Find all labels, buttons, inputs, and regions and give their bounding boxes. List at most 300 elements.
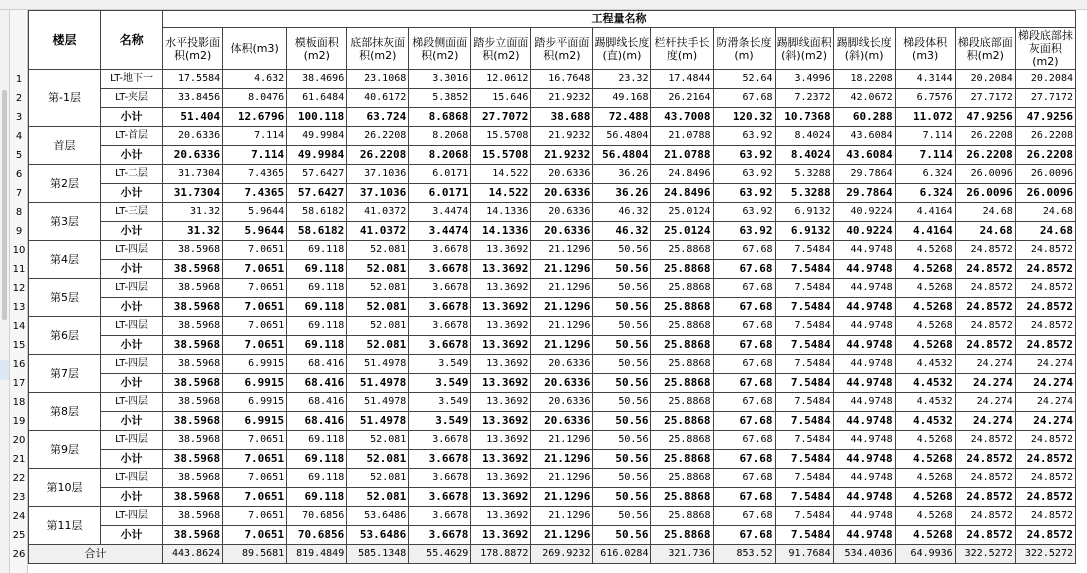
total-value-cell[interactable]: 616.0284 <box>593 545 651 564</box>
value-cell[interactable]: 24.274 <box>1015 355 1075 374</box>
value-cell[interactable]: 63.92 <box>713 184 775 203</box>
value-cell[interactable]: 21.1296 <box>531 317 593 336</box>
value-cell[interactable]: 69.118 <box>287 317 347 336</box>
value-cell[interactable]: 7.5484 <box>775 431 833 450</box>
table-row[interactable] <box>29 241 1076 260</box>
value-cell[interactable]: 38.5968 <box>163 488 223 507</box>
value-cell[interactable]: 13.3692 <box>471 317 531 336</box>
value-cell[interactable]: 5.9644 <box>223 203 287 222</box>
value-cell[interactable]: 50.56 <box>593 526 651 545</box>
component-name-cell[interactable]: LT-四层 <box>101 469 163 488</box>
value-cell[interactable]: 100.118 <box>287 108 347 127</box>
value-cell[interactable]: 38.5968 <box>163 241 223 260</box>
value-cell[interactable]: 63.724 <box>347 108 409 127</box>
value-cell[interactable]: 52.64 <box>713 70 775 89</box>
value-cell[interactable]: 50.56 <box>593 431 651 450</box>
value-cell[interactable]: 58.6182 <box>287 203 347 222</box>
value-cell[interactable]: 24.274 <box>955 412 1015 431</box>
value-cell[interactable]: 14.522 <box>471 165 531 184</box>
value-cell[interactable]: 52.081 <box>347 450 409 469</box>
value-cell[interactable]: 68.416 <box>287 355 347 374</box>
value-cell[interactable]: 38.5968 <box>163 412 223 431</box>
value-cell[interactable]: 13.3692 <box>471 355 531 374</box>
value-cell[interactable]: 68.416 <box>287 393 347 412</box>
value-cell[interactable]: 21.1296 <box>531 431 593 450</box>
value-cell[interactable]: 26.2208 <box>347 127 409 146</box>
value-cell[interactable]: 24.68 <box>1015 222 1075 241</box>
value-cell[interactable]: 4.5268 <box>895 260 955 279</box>
value-cell[interactable]: 24.8572 <box>1015 469 1075 488</box>
value-cell[interactable]: 7.5484 <box>775 393 833 412</box>
value-cell[interactable]: 20.6336 <box>531 412 593 431</box>
value-cell[interactable]: 69.118 <box>287 469 347 488</box>
value-cell[interactable]: 7.114 <box>895 146 955 165</box>
value-cell[interactable]: 57.6427 <box>287 184 347 203</box>
table-row[interactable] <box>29 165 1076 184</box>
value-cell[interactable]: 7.114 <box>223 127 287 146</box>
subtotal-row[interactable] <box>29 108 1076 127</box>
value-cell[interactable]: 4.5268 <box>895 526 955 545</box>
value-cell[interactable]: 8.0476 <box>223 89 287 108</box>
value-cell[interactable]: 44.9748 <box>833 488 895 507</box>
value-cell[interactable]: 26.2208 <box>347 146 409 165</box>
value-cell[interactable]: 25.8868 <box>651 355 713 374</box>
value-cell[interactable]: 25.8868 <box>651 393 713 412</box>
value-cell[interactable]: 44.9748 <box>833 393 895 412</box>
value-cell[interactable]: 4.4532 <box>895 412 955 431</box>
component-name-cell[interactable]: LT-二层 <box>101 165 163 184</box>
value-cell[interactable]: 21.1296 <box>531 298 593 317</box>
value-cell[interactable]: 3.6678 <box>409 260 471 279</box>
value-cell[interactable]: 4.5268 <box>895 431 955 450</box>
value-cell[interactable]: 27.7172 <box>1015 89 1075 108</box>
value-cell[interactable]: 17.5584 <box>163 70 223 89</box>
value-cell[interactable]: 4.5268 <box>895 317 955 336</box>
value-cell[interactable]: 67.68 <box>713 260 775 279</box>
value-cell[interactable]: 7.5484 <box>775 488 833 507</box>
value-cell[interactable]: 38.5968 <box>163 393 223 412</box>
value-cell[interactable]: 24.8572 <box>955 298 1015 317</box>
value-cell[interactable]: 23.32 <box>593 70 651 89</box>
value-cell[interactable]: 69.118 <box>287 298 347 317</box>
value-cell[interactable]: 6.324 <box>895 165 955 184</box>
value-cell[interactable]: 24.8572 <box>955 488 1015 507</box>
value-cell[interactable]: 29.7864 <box>833 184 895 203</box>
value-cell[interactable]: 13.3692 <box>471 526 531 545</box>
floor-cell[interactable]: 第5层 <box>29 279 101 317</box>
subtotal-label[interactable]: 小计 <box>101 374 163 393</box>
component-name-cell[interactable]: LT-四层 <box>101 317 163 336</box>
subtotal-row[interactable] <box>29 526 1076 545</box>
value-cell[interactable]: 21.1296 <box>531 336 593 355</box>
value-cell[interactable]: 6.0171 <box>409 184 471 203</box>
value-cell[interactable]: 38.4696 <box>287 70 347 89</box>
value-cell[interactable]: 44.9748 <box>833 298 895 317</box>
value-cell[interactable]: 20.6336 <box>531 184 593 203</box>
value-cell[interactable]: 50.56 <box>593 279 651 298</box>
value-cell[interactable]: 50.56 <box>593 450 651 469</box>
value-cell[interactable]: 68.416 <box>287 374 347 393</box>
value-cell[interactable]: 46.32 <box>593 222 651 241</box>
value-cell[interactable]: 8.2068 <box>409 127 471 146</box>
value-cell[interactable]: 24.274 <box>1015 393 1075 412</box>
value-cell[interactable]: 49.9984 <box>287 146 347 165</box>
value-cell[interactable]: 29.7864 <box>833 165 895 184</box>
component-name-cell[interactable]: LT-四层 <box>101 241 163 260</box>
value-cell[interactable]: 38.5968 <box>163 526 223 545</box>
value-cell[interactable]: 69.118 <box>287 279 347 298</box>
value-cell[interactable]: 13.3692 <box>471 507 531 526</box>
value-cell[interactable]: 25.8868 <box>651 298 713 317</box>
subtotal-label[interactable]: 小计 <box>101 260 163 279</box>
value-cell[interactable]: 44.9748 <box>833 241 895 260</box>
value-cell[interactable]: 67.68 <box>713 393 775 412</box>
value-cell[interactable]: 13.3692 <box>471 298 531 317</box>
value-cell[interactable]: 21.0788 <box>651 146 713 165</box>
total-value-cell[interactable]: 64.9936 <box>895 545 955 564</box>
floor-cell[interactable]: 第2层 <box>29 165 101 203</box>
value-cell[interactable]: 15.5708 <box>471 146 531 165</box>
value-cell[interactable]: 3.6678 <box>409 450 471 469</box>
value-cell[interactable]: 25.8868 <box>651 507 713 526</box>
value-cell[interactable]: 7.0651 <box>223 431 287 450</box>
subtotal-label[interactable]: 小计 <box>101 412 163 431</box>
value-cell[interactable]: 7.5484 <box>775 336 833 355</box>
value-cell[interactable]: 24.8572 <box>1015 336 1075 355</box>
value-cell[interactable]: 38.5968 <box>163 374 223 393</box>
value-cell[interactable]: 24.8572 <box>1015 279 1075 298</box>
value-cell[interactable]: 47.9256 <box>955 108 1015 127</box>
value-cell[interactable]: 37.1036 <box>347 165 409 184</box>
value-cell[interactable]: 3.4474 <box>409 222 471 241</box>
value-cell[interactable]: 24.274 <box>955 393 1015 412</box>
value-cell[interactable]: 63.92 <box>713 203 775 222</box>
value-cell[interactable]: 42.0672 <box>833 89 895 108</box>
value-cell[interactable]: 25.8868 <box>651 469 713 488</box>
value-cell[interactable]: 14.1336 <box>471 222 531 241</box>
value-cell[interactable]: 3.6678 <box>409 507 471 526</box>
value-cell[interactable]: 26.2164 <box>651 89 713 108</box>
value-cell[interactable]: 24.274 <box>955 374 1015 393</box>
value-cell[interactable]: 68.416 <box>287 412 347 431</box>
scrollbar-thumb[interactable] <box>2 90 7 320</box>
value-cell[interactable]: 24.8572 <box>955 450 1015 469</box>
table-row[interactable] <box>29 393 1076 412</box>
value-cell[interactable]: 67.68 <box>713 89 775 108</box>
value-cell[interactable]: 38.5968 <box>163 298 223 317</box>
subtotal-label[interactable]: 小计 <box>101 108 163 127</box>
value-cell[interactable]: 67.68 <box>713 431 775 450</box>
value-cell[interactable]: 20.6336 <box>531 393 593 412</box>
value-cell[interactable]: 27.7072 <box>471 108 531 127</box>
value-cell[interactable]: 26.0096 <box>955 184 1015 203</box>
value-cell[interactable]: 69.118 <box>287 260 347 279</box>
total-value-cell[interactable]: 321.736 <box>651 545 713 564</box>
value-cell[interactable]: 26.2208 <box>1015 127 1075 146</box>
value-cell[interactable]: 69.118 <box>287 450 347 469</box>
value-cell[interactable]: 44.9748 <box>833 374 895 393</box>
value-cell[interactable]: 49.168 <box>593 89 651 108</box>
value-cell[interactable]: 52.081 <box>347 279 409 298</box>
value-cell[interactable]: 38.688 <box>531 108 593 127</box>
value-cell[interactable]: 44.9748 <box>833 431 895 450</box>
value-cell[interactable]: 7.0651 <box>223 450 287 469</box>
subtotal-row[interactable] <box>29 222 1076 241</box>
value-cell[interactable]: 7.4365 <box>223 184 287 203</box>
value-cell[interactable]: 4.5268 <box>895 336 955 355</box>
value-cell[interactable]: 20.6336 <box>531 203 593 222</box>
value-cell[interactable]: 38.5968 <box>163 469 223 488</box>
value-cell[interactable]: 7.5484 <box>775 450 833 469</box>
value-cell[interactable]: 8.4024 <box>775 146 833 165</box>
component-name-cell[interactable]: LT-四层 <box>101 507 163 526</box>
value-cell[interactable]: 7.0651 <box>223 469 287 488</box>
value-cell[interactable]: 52.081 <box>347 469 409 488</box>
value-cell[interactable]: 63.92 <box>713 222 775 241</box>
value-cell[interactable]: 3.6678 <box>409 469 471 488</box>
value-cell[interactable]: 7.0651 <box>223 488 287 507</box>
value-cell[interactable]: 37.1036 <box>347 184 409 203</box>
subtotal-label[interactable]: 小计 <box>101 336 163 355</box>
value-cell[interactable]: 4.5268 <box>895 469 955 488</box>
subtotal-row[interactable] <box>29 374 1076 393</box>
value-cell[interactable]: 51.4978 <box>347 393 409 412</box>
value-cell[interactable]: 7.4365 <box>223 165 287 184</box>
value-cell[interactable]: 15.646 <box>471 89 531 108</box>
value-cell[interactable]: 14.1336 <box>471 203 531 222</box>
value-cell[interactable]: 56.4804 <box>593 146 651 165</box>
value-cell[interactable]: 4.4164 <box>895 222 955 241</box>
value-cell[interactable]: 23.1068 <box>347 70 409 89</box>
value-cell[interactable]: 44.9748 <box>833 260 895 279</box>
value-cell[interactable]: 6.9915 <box>223 412 287 431</box>
value-cell[interactable]: 4.5268 <box>895 279 955 298</box>
value-cell[interactable]: 7.0651 <box>223 317 287 336</box>
value-cell[interactable]: 20.6336 <box>531 355 593 374</box>
value-cell[interactable]: 67.68 <box>713 507 775 526</box>
value-cell[interactable]: 31.7304 <box>163 184 223 203</box>
value-cell[interactable]: 7.5484 <box>775 526 833 545</box>
value-cell[interactable]: 67.68 <box>713 488 775 507</box>
subtotal-row[interactable] <box>29 336 1076 355</box>
value-cell[interactable]: 46.32 <box>593 203 651 222</box>
value-cell[interactable]: 26.0096 <box>955 165 1015 184</box>
value-cell[interactable]: 3.6678 <box>409 336 471 355</box>
value-cell[interactable]: 67.68 <box>713 412 775 431</box>
value-cell[interactable]: 26.2208 <box>1015 146 1075 165</box>
total-value-cell[interactable]: 853.52 <box>713 545 775 564</box>
value-cell[interactable]: 7.0651 <box>223 241 287 260</box>
value-cell[interactable]: 51.404 <box>163 108 223 127</box>
value-cell[interactable]: 4.4532 <box>895 393 955 412</box>
value-cell[interactable]: 5.9644 <box>223 222 287 241</box>
value-cell[interactable]: 24.68 <box>955 203 1015 222</box>
value-cell[interactable]: 51.4978 <box>347 412 409 431</box>
value-cell[interactable]: 12.0612 <box>471 70 531 89</box>
value-cell[interactable]: 3.549 <box>409 355 471 374</box>
value-cell[interactable]: 24.8572 <box>955 526 1015 545</box>
subtotal-row[interactable] <box>29 146 1076 165</box>
value-cell[interactable]: 13.3692 <box>471 488 531 507</box>
value-cell[interactable]: 70.6856 <box>287 526 347 545</box>
component-name-cell[interactable]: LT-首层 <box>101 127 163 146</box>
value-cell[interactable]: 13.3692 <box>471 450 531 469</box>
value-cell[interactable]: 13.3692 <box>471 336 531 355</box>
value-cell[interactable]: 21.1296 <box>531 469 593 488</box>
subtotal-label[interactable]: 小计 <box>101 298 163 317</box>
value-cell[interactable]: 14.522 <box>471 184 531 203</box>
value-cell[interactable]: 3.6678 <box>409 317 471 336</box>
table-row[interactable] <box>29 507 1076 526</box>
value-cell[interactable]: 43.6084 <box>833 146 895 165</box>
value-cell[interactable]: 24.8572 <box>955 317 1015 336</box>
value-cell[interactable]: 38.5968 <box>163 317 223 336</box>
value-cell[interactable]: 24.8572 <box>1015 488 1075 507</box>
value-cell[interactable]: 25.0124 <box>651 222 713 241</box>
value-cell[interactable]: 6.9915 <box>223 355 287 374</box>
value-cell[interactable]: 24.8572 <box>1015 526 1075 545</box>
subtotal-row[interactable] <box>29 260 1076 279</box>
value-cell[interactable]: 50.56 <box>593 393 651 412</box>
component-name-cell[interactable]: LT-四层 <box>101 355 163 374</box>
subtotal-label[interactable]: 小计 <box>101 184 163 203</box>
table-row[interactable] <box>29 469 1076 488</box>
value-cell[interactable]: 24.274 <box>955 355 1015 374</box>
value-cell[interactable]: 25.8868 <box>651 431 713 450</box>
floor-cell[interactable]: 首层 <box>29 127 101 165</box>
value-cell[interactable]: 3.4474 <box>409 203 471 222</box>
value-cell[interactable]: 3.6678 <box>409 279 471 298</box>
value-cell[interactable]: 24.8572 <box>955 469 1015 488</box>
total-value-cell[interactable]: 819.4849 <box>287 545 347 564</box>
value-cell[interactable]: 7.5484 <box>775 298 833 317</box>
value-cell[interactable]: 4.5268 <box>895 488 955 507</box>
value-cell[interactable]: 57.6427 <box>287 165 347 184</box>
value-cell[interactable]: 24.8572 <box>955 260 1015 279</box>
value-cell[interactable]: 8.6868 <box>409 108 471 127</box>
value-cell[interactable]: 40.9224 <box>833 203 895 222</box>
value-cell[interactable]: 3.549 <box>409 393 471 412</box>
total-value-cell[interactable]: 91.7684 <box>775 545 833 564</box>
floor-cell[interactable]: 第11层 <box>29 507 101 545</box>
value-cell[interactable]: 36.26 <box>593 165 651 184</box>
value-cell[interactable]: 24.8572 <box>955 279 1015 298</box>
value-cell[interactable]: 4.4532 <box>895 374 955 393</box>
value-cell[interactable]: 38.5968 <box>163 336 223 355</box>
value-cell[interactable]: 13.3692 <box>471 469 531 488</box>
subtotal-label[interactable]: 小计 <box>101 146 163 165</box>
value-cell[interactable]: 50.56 <box>593 412 651 431</box>
component-name-cell[interactable]: LT-四层 <box>101 279 163 298</box>
value-cell[interactable]: 52.081 <box>347 488 409 507</box>
value-cell[interactable]: 13.3692 <box>471 393 531 412</box>
value-cell[interactable]: 24.68 <box>1015 203 1075 222</box>
value-cell[interactable]: 7.0651 <box>223 526 287 545</box>
value-cell[interactable]: 38.5968 <box>163 507 223 526</box>
floor-cell[interactable]: 第4层 <box>29 241 101 279</box>
value-cell[interactable]: 3.6678 <box>409 488 471 507</box>
value-cell[interactable]: 24.274 <box>1015 412 1075 431</box>
value-cell[interactable]: 20.6336 <box>531 222 593 241</box>
value-cell[interactable]: 63.92 <box>713 165 775 184</box>
value-cell[interactable]: 21.9232 <box>531 89 593 108</box>
value-cell[interactable]: 50.56 <box>593 336 651 355</box>
value-cell[interactable]: 53.6486 <box>347 526 409 545</box>
value-cell[interactable]: 7.5484 <box>775 241 833 260</box>
value-cell[interactable]: 21.1296 <box>531 488 593 507</box>
table-row[interactable] <box>29 431 1076 450</box>
value-cell[interactable]: 31.7304 <box>163 165 223 184</box>
table-row[interactable] <box>29 355 1076 374</box>
value-cell[interactable]: 25.8868 <box>651 412 713 431</box>
value-cell[interactable]: 24.8572 <box>1015 317 1075 336</box>
value-cell[interactable]: 25.8868 <box>651 374 713 393</box>
value-cell[interactable]: 67.68 <box>713 450 775 469</box>
value-cell[interactable]: 16.7648 <box>531 70 593 89</box>
value-cell[interactable]: 7.5484 <box>775 279 833 298</box>
floor-cell[interactable]: 第3层 <box>29 203 101 241</box>
value-cell[interactable]: 21.1296 <box>531 526 593 545</box>
total-value-cell[interactable]: 322.5272 <box>1015 545 1075 564</box>
value-cell[interactable]: 36.26 <box>593 184 651 203</box>
value-cell[interactable]: 49.9984 <box>287 127 347 146</box>
value-cell[interactable]: 69.118 <box>287 241 347 260</box>
value-cell[interactable]: 4.3144 <box>895 70 955 89</box>
floor-cell[interactable]: 第10层 <box>29 469 101 507</box>
value-cell[interactable]: 44.9748 <box>833 507 895 526</box>
value-cell[interactable]: 27.7172 <box>955 89 1015 108</box>
value-cell[interactable]: 15.5708 <box>471 127 531 146</box>
value-cell[interactable]: 21.1296 <box>531 260 593 279</box>
value-cell[interactable]: 12.6796 <box>223 108 287 127</box>
value-cell[interactable]: 41.0372 <box>347 203 409 222</box>
value-cell[interactable]: 21.9232 <box>531 127 593 146</box>
value-cell[interactable]: 13.3692 <box>471 374 531 393</box>
value-cell[interactable]: 67.68 <box>713 298 775 317</box>
value-cell[interactable]: 13.3692 <box>471 241 531 260</box>
value-cell[interactable]: 21.1296 <box>531 279 593 298</box>
value-cell[interactable]: 26.2208 <box>955 127 1015 146</box>
value-cell[interactable]: 7.0651 <box>223 336 287 355</box>
value-cell[interactable]: 50.56 <box>593 488 651 507</box>
value-cell[interactable]: 43.7008 <box>651 108 713 127</box>
value-cell[interactable]: 44.9748 <box>833 355 895 374</box>
value-cell[interactable]: 38.5968 <box>163 450 223 469</box>
value-cell[interactable]: 25.8868 <box>651 450 713 469</box>
value-cell[interactable]: 69.118 <box>287 336 347 355</box>
value-cell[interactable]: 17.4844 <box>651 70 713 89</box>
floor-cell[interactable]: 第9层 <box>29 431 101 469</box>
value-cell[interactable]: 21.1296 <box>531 241 593 260</box>
value-cell[interactable]: 60.288 <box>833 108 895 127</box>
value-cell[interactable]: 44.9748 <box>833 412 895 431</box>
floor-cell[interactable]: 第8层 <box>29 393 101 431</box>
value-cell[interactable]: 20.2084 <box>1015 70 1075 89</box>
value-cell[interactable]: 4.4532 <box>895 355 955 374</box>
value-cell[interactable]: 25.8868 <box>651 488 713 507</box>
value-cell[interactable]: 20.6336 <box>163 146 223 165</box>
value-cell[interactable]: 67.68 <box>713 336 775 355</box>
value-cell[interactable]: 7.5484 <box>775 469 833 488</box>
component-name-cell[interactable]: LT-三层 <box>101 203 163 222</box>
value-cell[interactable]: 6.324 <box>895 184 955 203</box>
value-cell[interactable]: 21.9232 <box>531 146 593 165</box>
value-cell[interactable]: 7.5484 <box>775 355 833 374</box>
value-cell[interactable]: 3.6678 <box>409 241 471 260</box>
value-cell[interactable]: 67.68 <box>713 374 775 393</box>
value-cell[interactable]: 7.0651 <box>223 507 287 526</box>
subtotal-label[interactable]: 小计 <box>101 488 163 507</box>
